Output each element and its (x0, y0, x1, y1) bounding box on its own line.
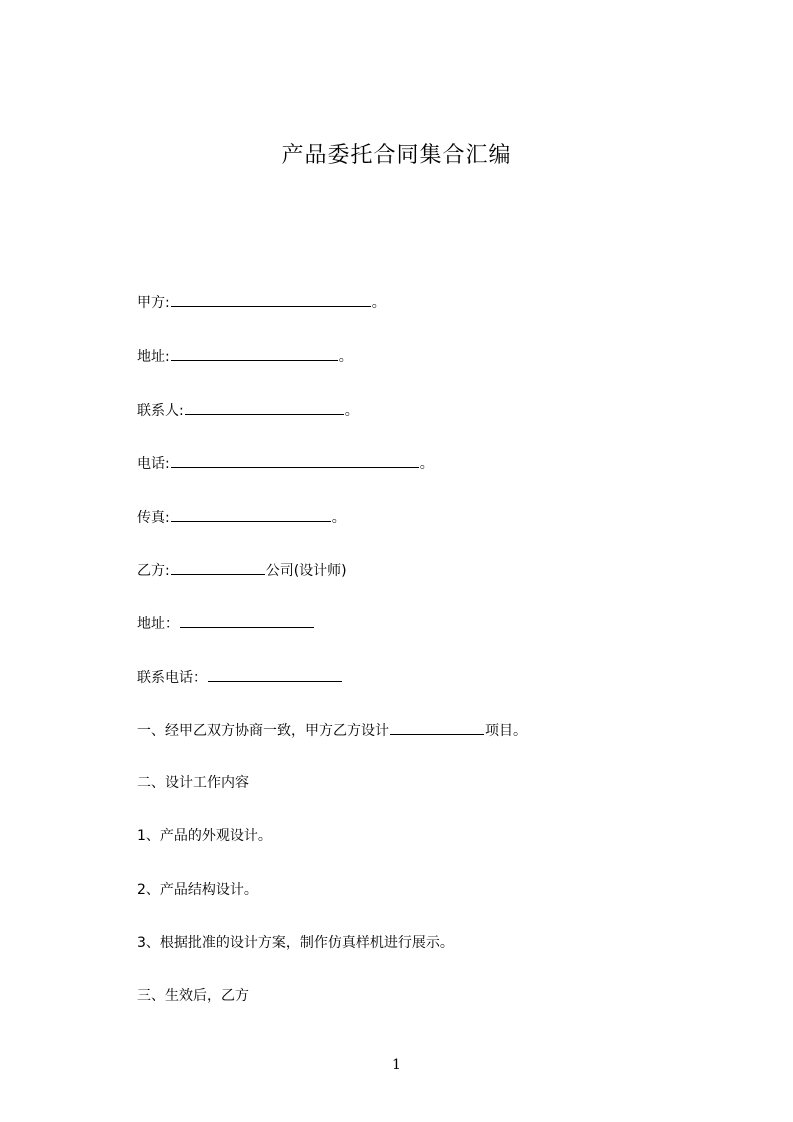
contact-a-label: 联系人: (137, 403, 184, 419)
party-a-blank[interactable] (171, 292, 371, 307)
clause-1-suffix: 项目。 (485, 723, 527, 739)
clause-2-item-3-text: 3、根据批准的设计方案，制作仿真样机进行展示。 (137, 935, 454, 951)
address-a-suffix: 。 (338, 349, 353, 365)
clause-2 (137, 773, 249, 793)
clause-3 (137, 986, 249, 1006)
fax-a-blank[interactable] (171, 507, 331, 522)
party-b-line (137, 560, 347, 581)
address-b-line (137, 613, 315, 634)
phone-b-blank[interactable] (208, 667, 342, 682)
clause-1-prefix: 一、经甲乙双方协商一致，甲方乙方设计 (137, 723, 389, 739)
party-a-label: 甲方: (137, 295, 170, 311)
document-title: 产品委托合同集合汇编 (281, 143, 512, 168)
clause-2-item-2 (137, 880, 258, 900)
contact-a-blank[interactable] (185, 400, 344, 415)
clause-3-text: 三、生效后，乙方 (137, 988, 249, 1004)
page-number: 1 (392, 1057, 401, 1073)
phone-a-suffix: 。 (419, 456, 434, 472)
phone-b-label: 联系电话： (137, 670, 207, 686)
phone-a-blank[interactable] (171, 453, 419, 468)
clause-1-blank[interactable] (390, 720, 484, 735)
address-a-blank[interactable] (171, 346, 338, 361)
party-b-label: 乙方: (137, 563, 170, 579)
contact-a-suffix: 。 (344, 403, 359, 419)
address-a-label: 地址: (137, 349, 170, 365)
contact-a-line (137, 400, 359, 421)
clause-1 (137, 720, 527, 741)
clause-2-item-2-text: 2、产品结构设计。 (137, 882, 258, 898)
clause-2-item-1-text: 1、产品的外观设计。 (137, 828, 272, 844)
fax-a-suffix: 。 (331, 510, 346, 526)
party-a-suffix: 。 (371, 295, 386, 311)
address-a-line (137, 346, 353, 367)
fax-a-line (137, 507, 346, 528)
clause-2-item-1 (137, 826, 272, 846)
fax-a-label: 传真: (137, 510, 170, 526)
party-b-suffix: 公司(设计师) (265, 563, 347, 579)
clause-2-item-3 (137, 933, 454, 953)
clause-2-heading: 二、设计工作内容 (137, 775, 249, 791)
party-a-line (137, 292, 386, 313)
address-b-label: 地址： (137, 616, 179, 632)
party-b-blank[interactable] (171, 560, 265, 575)
phone-b-line (137, 667, 343, 688)
phone-a-label: 电话: (137, 456, 170, 472)
phone-a-line (137, 453, 434, 474)
address-b-blank[interactable] (180, 613, 314, 628)
